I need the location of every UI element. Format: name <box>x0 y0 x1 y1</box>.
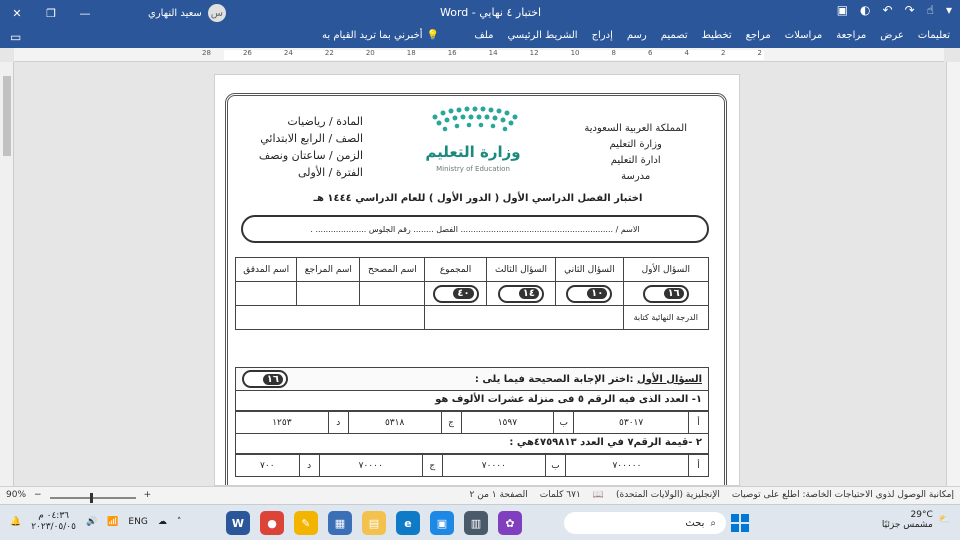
comments-icon[interactable]: ▭ <box>10 30 22 44</box>
logo-arabic-text: وزارة التعليم <box>425 143 521 161</box>
taskbar-search[interactable] <box>564 512 726 534</box>
ribbon-tabs <box>474 30 950 41</box>
document-title: اختبار ٤ نهايي - Word <box>440 6 542 19</box>
store-app-icon[interactable]: ▥ <box>464 511 488 535</box>
chrome-app-icon[interactable]: ● <box>260 511 284 535</box>
zoom-in-icon[interactable]: + <box>143 490 152 500</box>
score-pill: ١٠ <box>566 285 612 303</box>
options-row: أ ٥٣٠١٧ ب ١٥٩٧ ج ٥٣١٨ د ١٢٥٣ <box>235 411 709 434</box>
option-value: ١٢٥٣ <box>236 412 329 434</box>
notification-icon[interactable]: 🔔 <box>10 517 22 527</box>
tab-file[interactable]: ملف <box>474 30 494 41</box>
student-info-line: الاسم / ............................................................ الفصل ........ رقم الجلوس .................... . <box>310 224 640 234</box>
score-pill: ٤٠ <box>433 285 479 303</box>
undo-icon[interactable]: ↶ <box>882 3 893 17</box>
question-one-title: السؤال الأول <box>637 373 702 385</box>
autosave-toggle-icon[interactable]: ◐ <box>860 3 871 17</box>
tab-insert[interactable]: إدراج <box>591 30 613 41</box>
taskbar <box>0 504 960 540</box>
tab-home[interactable]: الشريط الرئيسي <box>507 30 578 41</box>
zoom-out-icon[interactable]: − <box>34 490 42 500</box>
weather-temp: 29°C <box>910 510 933 520</box>
volume-icon[interactable]: 🔊 <box>85 517 98 527</box>
ministry-logo <box>423 105 523 179</box>
taskbar-apps <box>226 511 522 535</box>
document-page[interactable] <box>214 74 740 486</box>
media-app-icon[interactable]: ▦ <box>328 511 352 535</box>
close-icon[interactable]: ✕ <box>12 6 22 20</box>
status-bar <box>0 486 960 504</box>
tab-help[interactable]: تعليمات <box>917 30 950 41</box>
weather-icon: ⛅ <box>938 515 950 525</box>
grade-header: السؤال الثالث <box>486 258 555 282</box>
weather-desc: مشمس جزئيًا <box>881 520 933 530</box>
language-status[interactable]: الإنجليزية (الولايات المتحدة) <box>616 490 720 500</box>
option-value: ٧٠٠٠٠٠ <box>565 455 688 477</box>
option-value: ٧٠٠ <box>236 455 300 477</box>
vertical-ruler[interactable] <box>946 62 960 486</box>
user-name: سعيد النهاري <box>148 7 202 19</box>
paint-app-icon[interactable]: ✿ <box>498 511 522 535</box>
tab-references[interactable]: مراجع <box>745 30 771 41</box>
grade-header: اسم المدقق <box>236 258 297 282</box>
logo-english-text: Ministry of Education <box>436 165 510 173</box>
question-one <box>235 367 709 477</box>
scroll-thumb[interactable] <box>3 76 11 156</box>
zoom-slider[interactable] <box>50 497 136 499</box>
save-icon[interactable]: ▣ <box>836 3 849 17</box>
option-value: ٧٠٠٠٠ <box>319 455 422 477</box>
tab-review[interactable]: مراجعة <box>836 30 867 41</box>
minimize-icon[interactable]: — <box>79 6 91 20</box>
user-account[interactable] <box>148 4 226 22</box>
tell-me-text: أخبرني بما تريد القيام به <box>322 30 423 41</box>
tab-draw[interactable]: رسم <box>626 30 647 41</box>
edge-app-icon[interactable]: e <box>396 511 420 535</box>
vertical-scrollbar[interactable] <box>0 62 14 486</box>
option-value: ٥٣١٨ <box>348 412 441 434</box>
tab-view[interactable]: عرض <box>880 30 904 41</box>
tell-me-box[interactable] <box>322 30 439 41</box>
page-count[interactable]: الصفحة ١ من ٢ <box>469 490 528 500</box>
redo-icon[interactable]: ↷ <box>904 3 915 17</box>
grades-table <box>235 257 709 330</box>
horizontal-ruler[interactable] <box>14 48 944 62</box>
question-stem: ٢ -قيمة الرقم٧ في العدد ٤٧٥٩٨١٣هي : <box>235 434 709 454</box>
customize-qat-icon[interactable]: ▾ <box>945 3 952 17</box>
tab-layout[interactable]: تخطيط <box>701 30 732 41</box>
score-pill: ١٤ <box>498 285 544 303</box>
touch-mode-icon[interactable]: ☝ <box>926 3 934 17</box>
tab-mailings[interactable]: مراسلات <box>784 30 823 41</box>
option-value: ١٥٩٧ <box>461 412 554 434</box>
grade-header: اسم المصحح <box>360 258 425 282</box>
options-row: أ ٧٠٠٠٠٠ ب ٧٠٠٠٠ ج ٧٠٠٠٠ د ٧٠٠ <box>235 454 709 477</box>
score-pill: ١٦ <box>643 285 689 303</box>
option-value: ٥٣٠١٧ <box>574 412 689 434</box>
accessibility-status[interactable]: إمكانية الوصول لذوى الاحتياجات الخاصة: اطلع على توصيات <box>731 490 954 500</box>
zoom-level[interactable]: 90% <box>6 490 27 500</box>
question-one-instruction: :اختر الإجابة الصحيحة فيما يلى : <box>474 373 634 385</box>
search-label: بحث <box>685 517 705 529</box>
windows-start-icon[interactable] <box>730 513 750 533</box>
avatar: س <box>208 4 226 22</box>
restore-icon[interactable]: ❐ <box>46 6 56 20</box>
grade-header: المجموع <box>425 258 486 282</box>
grade-header: السؤال الأول <box>623 258 708 282</box>
title-bar <box>0 0 960 26</box>
input-language[interactable]: ENG <box>128 517 148 527</box>
header-right: المملكة العربية السعودية وزارة التعليم ادارة التعليم مدرسة <box>584 123 687 182</box>
sticky-app-icon[interactable]: ✎ <box>294 511 318 535</box>
clock[interactable]: ٠٤:٣٦ م ٢٠٢٣/٠٥/٠٥ <box>31 511 76 532</box>
question-one-score: ١٦ <box>242 370 288 388</box>
ruler-numbers: 28 26 24 22 20 18 16 14 12 10 8 6 4 2 2 <box>202 49 762 57</box>
final-grade-label: الدرجة النهائية كتابة <box>623 306 708 330</box>
ribbon <box>0 26 960 48</box>
window-controls <box>0 0 102 26</box>
search-icon: ⌕ <box>710 517 716 529</box>
photos-app-icon[interactable]: ▣ <box>430 511 454 535</box>
file-explorer-icon[interactable]: ▤ <box>362 511 386 535</box>
lightbulb-icon: 💡 <box>426 30 440 41</box>
header-left: المادة / رياضيات الصف / الرابع الابتدائي الزمن / ساعتان ونصف الفترة / الأولى <box>258 115 363 179</box>
question-one-header <box>235 367 709 391</box>
onedrive-icon[interactable]: ☁ <box>157 517 167 527</box>
weather-widget[interactable] <box>882 510 950 530</box>
word-count[interactable]: ٦٧١ كلمات <box>539 490 581 500</box>
wifi-icon[interactable]: 📶 <box>107 517 119 527</box>
proofing-icon[interactable]: 📖 <box>592 490 605 500</box>
quick-access-toolbar <box>837 3 952 17</box>
exam-title: اختبار الفصل الدراسي الأول ( الدور الأول ) للعام الدراسي ١٤٤٤ هـ <box>313 193 643 204</box>
show-hidden-icon[interactable]: ˄ <box>176 517 182 527</box>
option-value: ٧٠٠٠٠ <box>442 455 545 477</box>
student-info-box <box>241 215 709 243</box>
grade-header: اسم المراجع <box>297 258 360 282</box>
word-app-icon[interactable]: W <box>226 511 250 535</box>
tab-design[interactable]: تصميم <box>660 30 688 41</box>
grade-header: السؤال الثاني <box>556 258 623 282</box>
question-stem: ١- العدد الذى فيه الرقم ٥ فى منزلة عشرات الألوف هو <box>235 391 709 411</box>
